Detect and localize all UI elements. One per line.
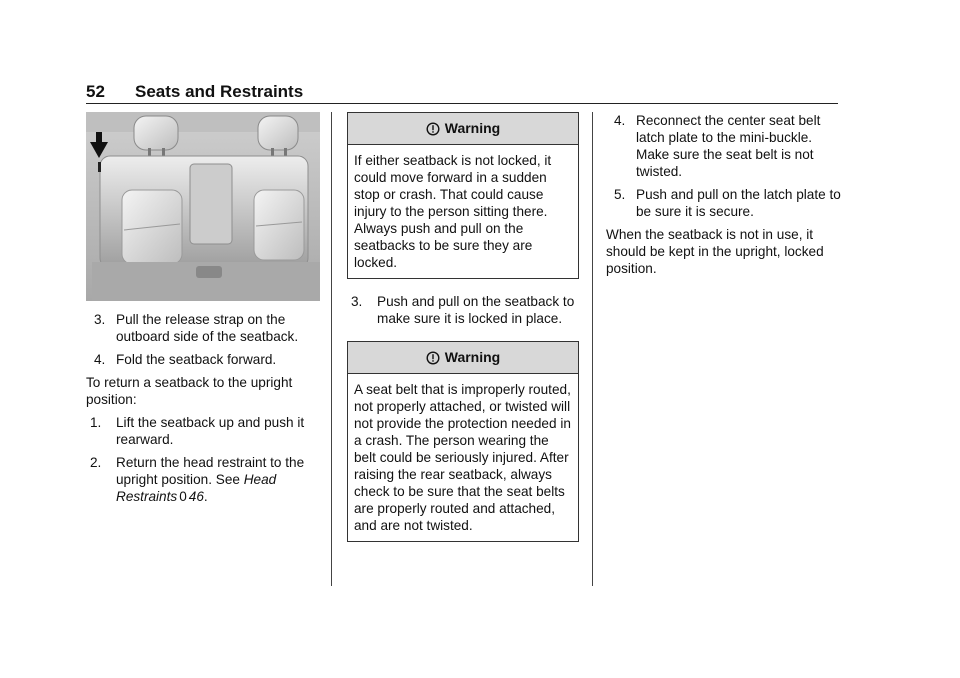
warning-box-seat-belt: [347, 341, 579, 542]
head-restraints-link[interactable]: Head Restraints: [116, 472, 277, 504]
page-header: [86, 82, 838, 104]
warning-icon: [426, 351, 440, 365]
column-1: [86, 112, 320, 511]
column-divider-1: [331, 112, 332, 586]
warning-body: A seat belt that is improperly routed, not properly attached, or twisted will not provide the protection needed in a crash. The person wearing the belt could be seriously injured. After raising the rear seatback, always check to be sure that the seat belts are properly routed and attached, and are not twisted.: [354, 382, 571, 533]
column-3: [606, 112, 842, 283]
page-ref-icon: 0: [179, 489, 187, 504]
warning-icon: [426, 122, 440, 136]
closing-note: When the seatback is not in use, it should be kept in the upright, locked position.: [606, 227, 824, 276]
column-2: [347, 112, 579, 556]
seat-rear-photo-icon: [86, 112, 320, 301]
page-number: 52: [86, 82, 105, 101]
step-3-release-strap: 3. Pull the release strap on the outboard side of the seatback.: [94, 312, 299, 344]
section-title: Seats and Restraints: [135, 82, 304, 101]
step-3-push-pull: 3. Push and pull on the seatback to make sure it is locked in place.: [351, 294, 575, 326]
step-4-fold-forward: 4. Fold the seatback forward.: [94, 352, 277, 367]
warning-header: Warning: [348, 113, 578, 145]
warning-box-locked: [347, 112, 579, 279]
warning-body: If either seatback is not locked, it could move forward in a sudden stop or crash. That could cause injury to the person sitting there. Always push and pull on the seatbacks to be sure they are locked.: [354, 153, 552, 270]
step-4-reconnect-latch: 4. Reconnect the center seat belt latch plate to the mini-buckle. Make sure the seat belt is not twisted.: [614, 113, 821, 179]
step-2-head-restraint: 2. Return the head restraint to the upright position. See Head Restraints 0 46.: [90, 455, 305, 504]
return-intro: To return a seatback to the upright position:: [86, 375, 293, 407]
step-5-push-latch: 5. Push and pull on the latch plate to be sure it is secure.: [614, 187, 841, 219]
warning-header: Warning: [348, 342, 578, 374]
column-divider-2: [592, 112, 593, 586]
step-1-lift-seatback: 1. Lift the seatback up and push it rearward.: [90, 415, 305, 447]
